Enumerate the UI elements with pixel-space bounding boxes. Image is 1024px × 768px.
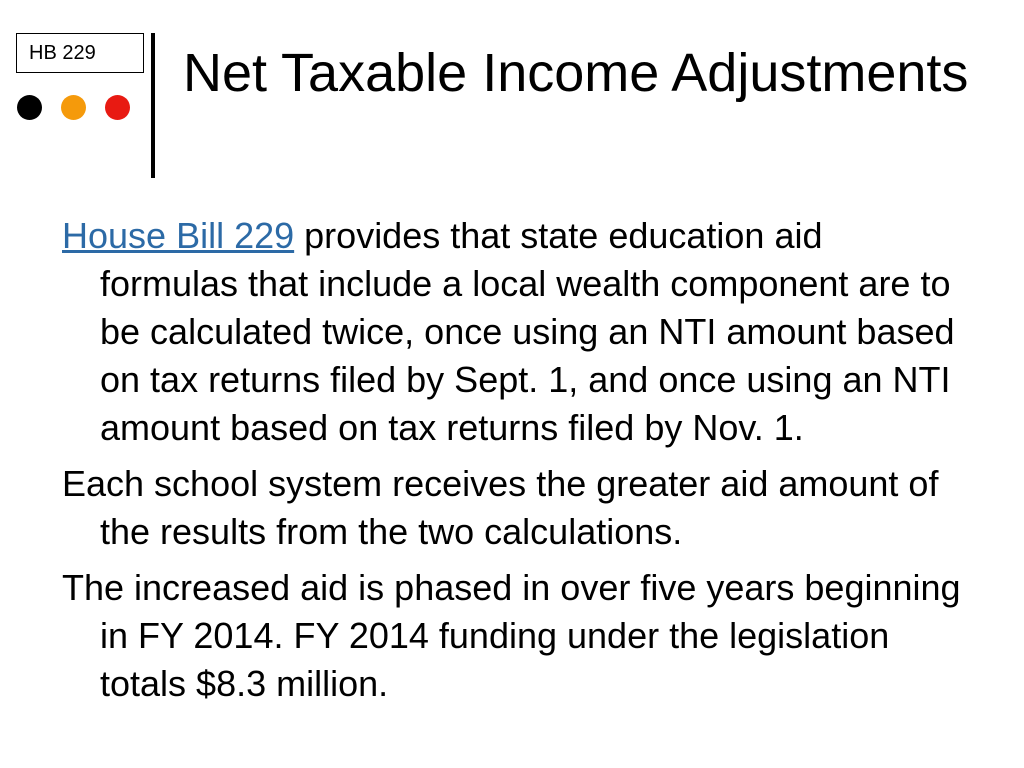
title-divider [151, 33, 155, 178]
orange-dot-icon [61, 95, 86, 120]
black-dot-icon [17, 95, 42, 120]
bill-tag-label: HB 229 [16, 33, 144, 73]
paragraph-2: Each school system receives the greater aid amount of the results from the two calculations. [62, 463, 939, 552]
slide-title: Net Taxable Income Adjustments [183, 43, 969, 103]
slide-body [62, 212, 962, 716]
paragraph-1-text: provides that state education aid formulas that include a local wealth component are to be calculated twice, once using an NTI amount based on tax returns filed by Sept. 1, and once using an NTI amount based on tax returns filed by Nov. 1. [100, 215, 955, 448]
paragraph-1 [62, 212, 962, 452]
house-bill-link[interactable]: House Bill 229 [62, 215, 295, 256]
red-dot-icon [105, 95, 130, 120]
paragraph-3: The increased aid is phased in over five years beginning in FY 2014. FY 2014 funding under the legislation totals $8.3 million. [62, 567, 961, 704]
